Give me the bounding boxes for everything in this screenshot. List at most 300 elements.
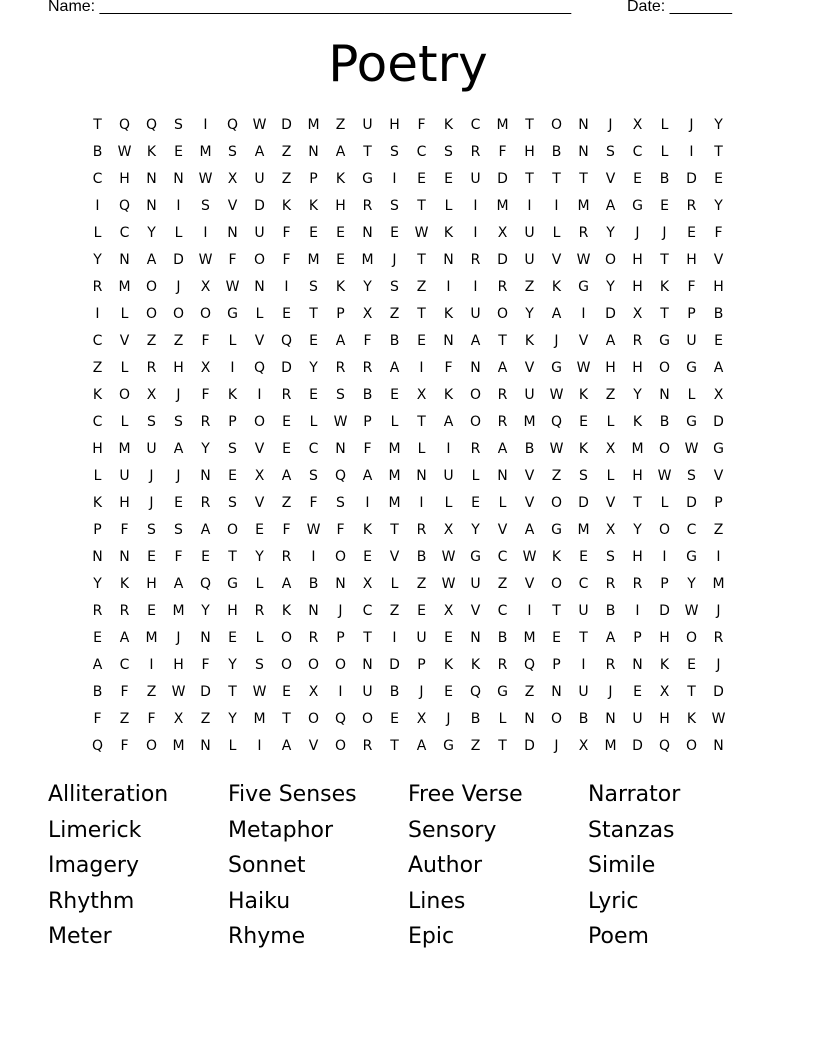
grid-letter: S	[390, 278, 399, 295]
grid-letter: T	[525, 170, 534, 187]
grid-letter: D	[200, 683, 211, 700]
grid-letter: G	[470, 548, 481, 565]
grid-letter: E	[687, 224, 696, 241]
grid-letter: T	[525, 116, 534, 133]
grid-letter: N	[200, 467, 211, 484]
grid-letter: V	[605, 494, 616, 511]
grid-letter: K	[281, 197, 292, 214]
grid-letter: M	[577, 197, 590, 214]
grid-letter: S	[606, 143, 615, 160]
grid-letter: Q	[334, 467, 347, 484]
grid-letter: F	[201, 332, 210, 349]
grid-letter: Q	[145, 116, 158, 133]
grid-letter: R	[497, 413, 508, 430]
grid-letter: L	[660, 116, 669, 133]
grid-letter: K	[659, 656, 670, 673]
grid-letter: A	[254, 143, 265, 160]
grid-letter: B	[92, 143, 103, 160]
grid-letter: K	[578, 440, 589, 457]
grid-letter: L	[93, 224, 102, 241]
grid-letter: P	[336, 629, 345, 646]
name-field[interactable]: Name: _____________________________________________________	[48, 0, 572, 15]
grid-letter: K	[686, 710, 697, 727]
grid-letter: B	[551, 143, 562, 160]
grid-letter: U	[524, 251, 535, 268]
grid-letter: Z	[470, 737, 481, 754]
grid-letter: U	[524, 386, 535, 403]
grid-letter: L	[471, 467, 480, 484]
grid-letter: X	[362, 575, 373, 592]
grid-letter: V	[254, 440, 265, 457]
grid-letter: V	[524, 467, 535, 484]
grid-letter: S	[228, 440, 237, 457]
grid-letter: O	[118, 386, 131, 403]
grid-letter: Z	[119, 710, 130, 727]
grid-letter: D	[686, 494, 697, 511]
grid-letter: B	[308, 575, 319, 592]
grid-letter: R	[497, 278, 508, 295]
grid-letter: I	[446, 440, 451, 457]
grid-letter: U	[524, 224, 535, 241]
grid-letter: M	[496, 197, 509, 214]
grid-letter: X	[497, 224, 508, 241]
grid-letter: W	[522, 548, 537, 565]
grid-letter: V	[524, 575, 535, 592]
grid-letter: F	[228, 251, 237, 268]
grid-letter: F	[498, 143, 507, 160]
grid-letter: G	[686, 359, 697, 376]
grid-letter: V	[605, 170, 616, 187]
grid-letter: U	[470, 170, 481, 187]
grid-letter: E	[444, 629, 453, 646]
grid-row	[84, 300, 732, 327]
grid-letter: D	[713, 413, 724, 430]
grid-letter: Y	[147, 224, 156, 241]
grid-letter: T	[363, 629, 372, 646]
grid-row	[84, 570, 732, 597]
grid-letter: R	[146, 359, 157, 376]
grid-letter: Z	[551, 467, 562, 484]
grid-letter: P	[552, 656, 561, 673]
grid-letter: A	[443, 413, 454, 430]
word-bank-item: Alliteration	[48, 782, 169, 807]
grid-letter: E	[336, 251, 345, 268]
grid-letter: N	[308, 602, 319, 619]
grid-letter: F	[336, 521, 345, 538]
grid-letter: K	[443, 116, 454, 133]
grid-letter: D	[497, 251, 508, 268]
grid-letter: Z	[281, 494, 292, 511]
grid-letter: J	[446, 710, 451, 727]
grid-letter: O	[226, 521, 239, 538]
grid-letter: S	[174, 521, 183, 538]
grid-letter: A	[605, 332, 616, 349]
word-bank-item: Epic	[408, 924, 455, 949]
grid-letter: J	[419, 683, 424, 700]
grid-letter: S	[309, 278, 318, 295]
grid-letter: K	[551, 548, 562, 565]
grid-letter: X	[254, 467, 265, 484]
grid-letter: J	[176, 278, 181, 295]
grid-letter: H	[92, 440, 103, 457]
grid-letter: L	[660, 494, 669, 511]
grid-letter: E	[471, 494, 480, 511]
word-bank-item: Five Senses	[228, 782, 357, 807]
grid-letter: S	[579, 467, 588, 484]
grid-letter: D	[659, 602, 670, 619]
grid-letter: O	[253, 251, 266, 268]
grid-letter: H	[146, 575, 157, 592]
word-bank	[48, 780, 768, 958]
grid-letter: O	[361, 710, 374, 727]
grid-letter: E	[579, 413, 588, 430]
grid-letter: Y	[606, 278, 615, 295]
grid-letter: W	[252, 683, 267, 700]
grid-letter: S	[174, 413, 183, 430]
word-bank-item: Imagery	[48, 853, 139, 878]
grid-letter: B	[92, 683, 103, 700]
grid-letter: T	[390, 737, 399, 754]
grid-letter: X	[578, 737, 589, 754]
grid-letter: H	[119, 170, 130, 187]
grid-letter: C	[686, 521, 697, 538]
grid-letter: Z	[389, 602, 400, 619]
grid-letter: N	[443, 251, 454, 268]
grid-letter: E	[282, 683, 291, 700]
grid-letter: E	[444, 683, 453, 700]
grid-letter: B	[659, 170, 670, 187]
grid-letter: W	[306, 521, 321, 538]
grid-letter: O	[334, 656, 347, 673]
grid-letter: B	[524, 440, 535, 457]
grid-letter: W	[441, 548, 456, 565]
grid-letter: O	[658, 359, 671, 376]
grid-letter: N	[335, 575, 346, 592]
grid-letter: M	[307, 116, 320, 133]
grid-letter: U	[632, 710, 643, 727]
grid-letter: E	[228, 467, 237, 484]
grid-letter: D	[713, 683, 724, 700]
grid-letter: S	[228, 143, 237, 160]
grid-letter: G	[227, 575, 238, 592]
grid-letter: W	[576, 251, 591, 268]
grid-letter: M	[361, 251, 374, 268]
grid-letter: E	[687, 656, 696, 673]
grid-letter: L	[390, 413, 399, 430]
grid-row	[84, 138, 732, 165]
grid-row	[84, 354, 732, 381]
grid-letter: U	[470, 305, 481, 322]
grid-letter: W	[198, 170, 213, 187]
grid-letter: G	[551, 521, 562, 538]
grid-letter: C	[578, 575, 589, 592]
grid-letter: I	[527, 197, 532, 214]
grid-letter: I	[203, 116, 208, 133]
grid-letter: M	[388, 494, 401, 511]
grid-letter: J	[608, 116, 613, 133]
word-bank-item: Free Verse	[408, 782, 523, 807]
grid-letter: O	[253, 413, 266, 430]
grid-letter: V	[497, 521, 508, 538]
grid-letter: L	[660, 143, 669, 160]
grid-letter: R	[200, 494, 211, 511]
grid-letter: E	[282, 305, 291, 322]
grid-letter: T	[309, 305, 318, 322]
grid-letter: M	[118, 278, 131, 295]
grid-row	[84, 219, 732, 246]
grid-letter: K	[551, 278, 562, 295]
grid-letter: W	[117, 143, 132, 160]
grid-letter: X	[308, 683, 319, 700]
word-bank-item: Metaphor	[228, 817, 334, 843]
grid-letter: H	[632, 467, 643, 484]
grid-letter: R	[497, 386, 508, 403]
grid-letter: S	[606, 548, 615, 565]
grid-letter: V	[578, 332, 589, 349]
grid-letter: Z	[335, 116, 346, 133]
word-bank-item: Sonnet	[228, 853, 306, 878]
grid-letter: F	[201, 656, 210, 673]
grid-letter: I	[473, 278, 478, 295]
grid-letter: P	[228, 413, 237, 430]
grid-letter: N	[362, 656, 373, 673]
grid-letter: K	[524, 332, 535, 349]
grid-letter: M	[118, 440, 131, 457]
grid-letter: E	[417, 332, 426, 349]
word-bank-item: Stanzas	[588, 817, 675, 843]
grid-letter: I	[392, 170, 397, 187]
grid-letter: G	[686, 548, 697, 565]
grid-letter: A	[92, 656, 103, 673]
grid-letter: Z	[281, 170, 292, 187]
grid-letter: S	[201, 197, 210, 214]
grid-letter: O	[496, 305, 509, 322]
grid-row	[84, 327, 732, 354]
grid-letter: S	[174, 116, 183, 133]
grid-letter: L	[174, 224, 183, 241]
grid-letter: V	[524, 359, 535, 376]
grid-letter: N	[524, 710, 535, 727]
grid-letter: L	[552, 224, 561, 241]
grid-letter: Z	[173, 332, 184, 349]
grid-letter: H	[173, 656, 184, 673]
grid-letter: C	[119, 656, 130, 673]
grid-letter: J	[662, 224, 667, 241]
grid-letter: W	[414, 224, 429, 241]
grid-letter: I	[581, 656, 586, 673]
grid-letter: N	[200, 737, 211, 754]
grid-letter: C	[470, 116, 481, 133]
grid-letter: N	[416, 467, 427, 484]
grid-letter: K	[443, 386, 454, 403]
grid-letter: K	[146, 143, 157, 160]
grid-letter: J	[176, 629, 181, 646]
grid-letter: R	[362, 737, 373, 754]
grid-letter: N	[578, 143, 589, 160]
grid-letter: O	[172, 305, 185, 322]
date-field[interactable]: Date: _______	[627, 0, 732, 15]
grid-row	[84, 732, 732, 759]
grid-letter: V	[713, 251, 724, 268]
grid-letter: S	[390, 197, 399, 214]
grid-letter: Y	[228, 656, 237, 673]
grid-letter: I	[419, 359, 424, 376]
grid-letter: M	[388, 440, 401, 457]
grid-letter: Z	[146, 683, 157, 700]
grid-letter: K	[281, 602, 292, 619]
grid-letter: L	[687, 386, 696, 403]
grid-letter: R	[362, 197, 373, 214]
grid-letter: P	[336, 305, 345, 322]
grid-letter: V	[254, 332, 265, 349]
grid-letter: V	[551, 251, 562, 268]
grid-letter: K	[308, 197, 319, 214]
grid-row	[84, 246, 732, 273]
grid-letter: Y	[687, 575, 696, 592]
grid-letter: Z	[497, 575, 508, 592]
grid-letter: M	[631, 440, 644, 457]
grid-letter: T	[228, 683, 237, 700]
grid-letter: L	[120, 359, 129, 376]
grid-letter: R	[254, 602, 265, 619]
grid-letter: Z	[200, 710, 211, 727]
grid-letter: S	[147, 413, 156, 430]
grid-letter: W	[225, 278, 240, 295]
grid-letter: Y	[633, 386, 642, 403]
grid-letter: E	[174, 494, 183, 511]
grid-letter: H	[605, 359, 616, 376]
grid-letter: N	[335, 440, 346, 457]
grid-row	[84, 273, 732, 300]
grid-letter: R	[281, 386, 292, 403]
grid-letter: I	[554, 197, 559, 214]
grid-letter: E	[174, 143, 183, 160]
grid-letter: Z	[605, 386, 616, 403]
grid-letter: R	[632, 575, 643, 592]
grid-letter: M	[523, 629, 536, 646]
grid-letter: T	[498, 737, 507, 754]
grid-letter: G	[551, 359, 562, 376]
grid-letter: W	[549, 440, 564, 457]
grid-letter: G	[362, 170, 373, 187]
grid-letter: K	[443, 656, 454, 673]
grid-letter: J	[554, 737, 559, 754]
grid-letter: T	[390, 521, 399, 538]
grid-letter: K	[632, 413, 643, 430]
grid-letter: Q	[280, 332, 293, 349]
grid-letter: A	[713, 359, 724, 376]
grid-letter: I	[446, 278, 451, 295]
grid-letter: C	[308, 440, 319, 457]
grid-letter: R	[92, 278, 103, 295]
grid-letter: X	[605, 440, 616, 457]
grid-letter: R	[686, 197, 697, 214]
grid-letter: E	[390, 710, 399, 727]
grid-letter: T	[552, 602, 561, 619]
grid-letter: O	[658, 521, 671, 538]
grid-letter: R	[362, 359, 373, 376]
grid-letter: D	[632, 737, 643, 754]
grid-letter: Y	[606, 224, 615, 241]
grid-letter: F	[714, 224, 723, 241]
grid-letter: Z	[713, 521, 724, 538]
grid-letter: D	[605, 305, 616, 322]
grid-letter: L	[498, 494, 507, 511]
grid-letter: E	[255, 521, 264, 538]
grid-letter: A	[281, 737, 292, 754]
grid-letter: B	[362, 386, 373, 403]
grid-letter: O	[685, 629, 698, 646]
grid-letter: L	[120, 413, 129, 430]
grid-letter: Q	[550, 413, 563, 430]
grid-letter: R	[335, 359, 346, 376]
grid-letter: Q	[658, 737, 671, 754]
grid-letter: P	[660, 575, 669, 592]
grid-letter: Z	[146, 332, 157, 349]
grid-letter: Q	[91, 737, 104, 754]
grid-letter: S	[444, 143, 453, 160]
grid-letter: J	[689, 116, 694, 133]
grid-letter: J	[176, 467, 181, 484]
grid-letter: S	[228, 494, 237, 511]
grid-letter: A	[281, 467, 292, 484]
grid-letter: A	[524, 521, 535, 538]
grid-letter: M	[523, 413, 536, 430]
grid-letter: P	[714, 494, 723, 511]
grid-row	[84, 705, 732, 732]
grid-letter: L	[255, 305, 264, 322]
grid-letter: E	[633, 683, 642, 700]
grid-letter: K	[578, 386, 589, 403]
grid-letter: D	[686, 170, 697, 187]
grid-letter: F	[174, 548, 183, 565]
grid-letter: A	[416, 737, 427, 754]
grid-letter: F	[93, 710, 102, 727]
grid-letter: Q	[199, 575, 212, 592]
grid-letter: Q	[334, 710, 347, 727]
grid-letter: J	[608, 683, 613, 700]
grid-letter: U	[362, 116, 373, 133]
grid-row	[84, 111, 732, 138]
grid-letter: O	[685, 737, 698, 754]
grid-letter: Z	[524, 683, 535, 700]
grid-letter: A	[200, 521, 211, 538]
grid-letter: C	[497, 602, 508, 619]
grid-letter: G	[227, 305, 238, 322]
grid-letter: K	[443, 224, 454, 241]
grid-letter: U	[416, 629, 427, 646]
grid-letter: A	[497, 359, 508, 376]
grid-letter: W	[441, 575, 456, 592]
word-bank-item: Sensory	[408, 817, 497, 843]
grid-letter: E	[201, 548, 210, 565]
grid-letter: X	[416, 710, 427, 727]
grid-letter: N	[254, 278, 265, 295]
grid-letter: D	[497, 170, 508, 187]
grid-letter: U	[443, 467, 454, 484]
grid-letter: G	[497, 683, 508, 700]
grid-letter: B	[605, 602, 616, 619]
grid-letter: N	[119, 548, 130, 565]
grid-letter: R	[281, 548, 292, 565]
word-bank-item: Lines	[408, 888, 466, 914]
grid-letter: N	[92, 548, 103, 565]
grid-letter: U	[119, 467, 130, 484]
grid-letter: O	[145, 305, 158, 322]
grid-letter: E	[633, 170, 642, 187]
grid-letter: U	[470, 575, 481, 592]
grid-letter: I	[473, 197, 478, 214]
